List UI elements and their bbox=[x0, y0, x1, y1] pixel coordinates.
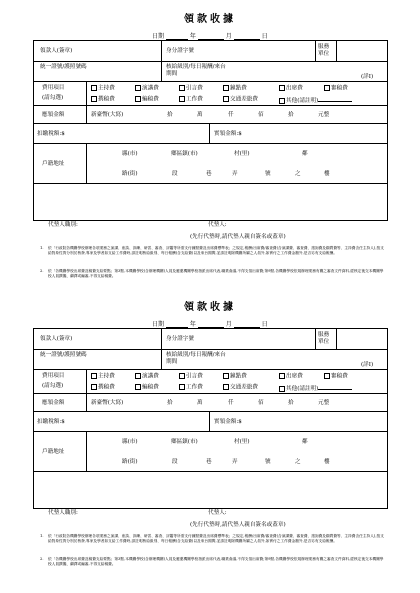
fee-option-label: 工作費 bbox=[186, 96, 203, 103]
address-unit: 樓 bbox=[324, 459, 330, 465]
checkbox-icon[interactable] bbox=[135, 373, 141, 379]
approval-label: 核給級別/每日報酬/來台期間 bbox=[166, 64, 226, 77]
net-amount-label: 實領金額:$ bbox=[214, 131, 242, 137]
fee-option-label: 鐘點費 bbox=[230, 85, 247, 92]
row-address bbox=[34, 431, 387, 472]
agent-note: (先行代墊時,請代墊人親自簽名或蓋章) bbox=[190, 522, 286, 528]
row-address bbox=[34, 143, 387, 184]
fee-item-label: 費用項目 bbox=[42, 373, 65, 379]
amount-label: 應領金額 bbox=[42, 112, 65, 118]
fee-option[interactable] bbox=[223, 96, 258, 103]
note-1-number: 1. bbox=[40, 534, 44, 538]
checkbox-icon[interactable] bbox=[135, 384, 141, 390]
row-payee bbox=[34, 41, 387, 61]
address-unit: 段 bbox=[172, 459, 178, 465]
receipt-table bbox=[33, 40, 388, 221]
agent-label: 代墊人: bbox=[208, 510, 227, 516]
amount-unit: 仟 bbox=[228, 400, 234, 406]
amount-unit: 拾 bbox=[167, 112, 173, 118]
note-2-number: 2. bbox=[40, 557, 44, 561]
address-unit: 之 bbox=[295, 171, 301, 177]
checkbox-icon[interactable] bbox=[179, 96, 185, 102]
address-unit: 村(里) bbox=[234, 439, 250, 445]
payee-name-label: 領款人(簽章) bbox=[40, 48, 73, 54]
fee-option-label: 鐘點費 bbox=[230, 373, 247, 380]
address-unit: 村(里) bbox=[234, 151, 250, 157]
address-label: 戶籍地址 bbox=[42, 161, 65, 167]
address-unit: 鄉區鎮(市) bbox=[171, 439, 198, 445]
row-fees bbox=[34, 369, 387, 394]
fee-option[interactable] bbox=[179, 373, 203, 380]
fee-option[interactable] bbox=[324, 373, 348, 380]
date-line bbox=[152, 31, 268, 40]
agent-ident-label: 代墊人職別: bbox=[48, 222, 78, 228]
checkbox-icon[interactable] bbox=[135, 96, 141, 102]
payee-name-label: 領款人(簽章) bbox=[40, 336, 73, 342]
fee-option-label: 編稿費 bbox=[142, 384, 159, 391]
amount-unit: 拾 bbox=[288, 112, 294, 118]
date-label: 日期 bbox=[152, 321, 165, 328]
agent-ident-label: 代墊人職別: bbox=[48, 510, 78, 516]
checkbox-icon[interactable] bbox=[91, 96, 97, 102]
fee-option[interactable] bbox=[223, 373, 247, 380]
fee-item-hint: (請勾選) bbox=[42, 95, 64, 101]
fee-option[interactable] bbox=[279, 384, 352, 393]
checkbox-icon[interactable] bbox=[279, 98, 285, 104]
checkbox-icon[interactable] bbox=[91, 384, 97, 390]
fee-option[interactable] bbox=[91, 384, 115, 391]
unit-label: 服務單位 bbox=[318, 332, 330, 345]
fee-option[interactable] bbox=[135, 384, 159, 391]
fee-option-label: 審稿費 bbox=[331, 85, 348, 92]
fee-option-label: 編稿費 bbox=[142, 96, 159, 103]
row-uniform bbox=[34, 61, 387, 82]
checkbox-icon[interactable] bbox=[223, 85, 229, 91]
checkbox-icon[interactable] bbox=[279, 373, 285, 379]
row-payee bbox=[34, 329, 387, 349]
unit-label: 服務單位 bbox=[318, 44, 330, 57]
month-label: 月 bbox=[225, 321, 232, 328]
tax-label: 扣繳稅額:$ bbox=[37, 419, 65, 425]
fee-option[interactable] bbox=[91, 85, 115, 92]
amount-unit: 元整 bbox=[318, 400, 330, 406]
amount-unit: 萬 bbox=[197, 400, 203, 406]
row-fees bbox=[34, 81, 387, 106]
detail-note: (詳I) bbox=[361, 362, 374, 368]
detail-note: (詳I) bbox=[361, 74, 374, 80]
address-label: 戶籍地址 bbox=[42, 449, 65, 455]
checkbox-icon[interactable] bbox=[324, 85, 330, 91]
checkbox-icon[interactable] bbox=[135, 85, 141, 91]
year-label: 年 bbox=[189, 33, 196, 40]
id-number-label: 身分證字號 bbox=[166, 336, 194, 342]
fee-option[interactable] bbox=[279, 373, 303, 380]
checkbox-icon[interactable] bbox=[279, 386, 285, 392]
address-unit: 弄 bbox=[232, 171, 238, 177]
row-agent-spacer bbox=[34, 471, 387, 511]
address-unit: 鄉區鎮(市) bbox=[171, 151, 198, 157]
note-2-number: 2. bbox=[40, 269, 44, 273]
approval-label: 核給級別/每日報酬/來台期間 bbox=[166, 352, 226, 365]
form-title: 領款收據 bbox=[184, 14, 236, 25]
address-unit: 鄰 bbox=[302, 439, 308, 445]
other-fee-blank[interactable] bbox=[318, 96, 352, 102]
row-tax bbox=[34, 411, 387, 432]
fee-option-label: 出席費 bbox=[286, 85, 303, 92]
day-label: 日 bbox=[261, 33, 268, 40]
address-unit: 號 bbox=[265, 171, 271, 177]
agent-label: 代墊人: bbox=[208, 222, 227, 228]
address-unit: 巷 bbox=[206, 459, 212, 465]
id-number-label: 身分證字號 bbox=[166, 48, 194, 54]
fee-option[interactable] bbox=[179, 96, 203, 103]
date-line bbox=[152, 319, 268, 328]
address-unit: 樓 bbox=[324, 171, 330, 177]
fee-option-label: 主持費 bbox=[98, 85, 115, 92]
fee-option[interactable] bbox=[223, 85, 247, 92]
row-agent-spacer bbox=[34, 183, 387, 223]
checkbox-icon[interactable] bbox=[179, 85, 185, 91]
checkbox-icon[interactable] bbox=[179, 373, 185, 379]
address-unit: 段 bbox=[172, 171, 178, 177]
checkbox-icon[interactable] bbox=[179, 384, 185, 390]
row-uniform bbox=[34, 349, 387, 370]
address-unit: 路(街) bbox=[122, 459, 138, 465]
fee-option[interactable] bbox=[223, 384, 258, 391]
form-title: 領款收據 bbox=[184, 302, 236, 313]
fee-option-label: 演講費 bbox=[142, 373, 159, 380]
fee-option-label: 審稿費 bbox=[331, 373, 348, 380]
checkbox-icon[interactable] bbox=[223, 384, 229, 390]
row-tax bbox=[34, 123, 387, 144]
fee-option[interactable] bbox=[279, 96, 352, 105]
fee-option-label: 出席費 bbox=[286, 373, 303, 380]
fee-item-hint: (請勾選) bbox=[42, 383, 64, 389]
address-unit: 巷 bbox=[206, 171, 212, 177]
fee-option[interactable] bbox=[135, 373, 159, 380]
notes bbox=[40, 534, 385, 574]
amount-unit: 仟 bbox=[228, 112, 234, 118]
fee-option[interactable] bbox=[135, 96, 159, 103]
fee-option[interactable] bbox=[135, 85, 159, 92]
address-unit: 路(街) bbox=[122, 171, 138, 177]
fee-option[interactable] bbox=[179, 384, 203, 391]
checkbox-icon[interactable] bbox=[91, 85, 97, 91]
uniform-number-label: 統一證號/護照號碼 bbox=[40, 352, 87, 358]
amount-label: 應領金額 bbox=[42, 400, 65, 406]
amount-unit: 拾 bbox=[167, 400, 173, 406]
note-1-text: 依「行政院各機關學校辦理各項業務之演講、座談、訓練、研習、審查、評鑑等所需支付鐘點費及出席費標準表」之規定,報酬/出席費/審查費(含演講費、審查費、諮詢費及顧問費等、主持費含任主持人),按支給對象性質分別於核發,專家及學者如支給工作費時,請註明核給級別、每日報酬(含支給費)以及來台期間,並請註明除機關所屬之人員外,如實付之工作費金額外,是否另有支給報酬。 bbox=[48, 534, 384, 543]
row-amount bbox=[34, 393, 387, 412]
checkbox-icon[interactable] bbox=[91, 373, 97, 379]
checkbox-icon[interactable] bbox=[279, 85, 285, 91]
fee-option[interactable] bbox=[179, 85, 203, 92]
address-unit: 號 bbox=[265, 459, 271, 465]
note-1-text: 依「行政院各機關學校辦理各項業務之演講、座談、訓練、研習、審查、評鑑等所需支付鐘點費及出席費標準表」之規定,報酬/出席費/審查費(含演講費、審查費、諮詢費及顧問費等、主持費含任主持人),按支給對象性質分別於核發,專家及學者如支給工作費時,請註明核給級別、每日報酬(含支給費)以及來台期間,並請註明除機關所屬之人員外,如實付之工作費金額外,是否另有支給報酬。 bbox=[48, 246, 384, 255]
day-label: 日 bbox=[261, 321, 268, 328]
tax-label: 扣繳稅額:$ bbox=[37, 131, 65, 137]
fee-option-label: 引言費 bbox=[186, 85, 203, 92]
month-label: 月 bbox=[225, 33, 232, 40]
amount-unit: 佰 bbox=[258, 400, 264, 406]
address-unit: 縣(市) bbox=[122, 439, 138, 445]
fee-option[interactable] bbox=[91, 96, 115, 103]
amount-unit: 元整 bbox=[318, 112, 330, 118]
amount-unit: 萬 bbox=[197, 112, 203, 118]
fee-option-label: 撰稿費 bbox=[98, 96, 115, 103]
fee-option-label: 其他(請註明) bbox=[286, 98, 319, 104]
address-unit: 弄 bbox=[232, 459, 238, 465]
year-label: 年 bbox=[189, 321, 196, 328]
checkbox-icon[interactable] bbox=[223, 96, 229, 102]
amount-currency: 新臺幣(大寫) bbox=[91, 400, 124, 406]
fee-option[interactable] bbox=[91, 373, 115, 380]
fee-option-label: 交通差旅費 bbox=[230, 384, 258, 391]
amount-unit: 拾 bbox=[288, 400, 294, 406]
note-2-text: 依「各機關學校出席費及稿費支給要點」第3點,本機關學校(含辦理機關)人員及應邀機關學校指派出席代表,職業會議,不得支領出席費;第9點,各機關學校依規辦理業務有關之審查文件資料,經核定後交本機關學校人員撰擬、翻譯或編審,不得支給稿費。 bbox=[48, 557, 384, 566]
fee-option-label: 主持費 bbox=[98, 373, 115, 380]
note-1-number: 1. bbox=[40, 246, 44, 250]
checkbox-icon[interactable] bbox=[223, 373, 229, 379]
address-unit: 縣(市) bbox=[122, 151, 138, 157]
fee-option[interactable] bbox=[279, 85, 303, 92]
fee-item-label: 費用項目 bbox=[42, 85, 65, 91]
fee-option-label: 引言費 bbox=[186, 373, 203, 380]
fee-option-label: 其他(請註明) bbox=[286, 386, 319, 392]
fee-option-label: 工作費 bbox=[186, 384, 203, 391]
fee-option-label: 撰稿費 bbox=[98, 384, 115, 391]
uniform-number-label: 統一證號/護照號碼 bbox=[40, 64, 87, 70]
agent-note: (先行代墊時,請代墊人親自簽名或蓋章) bbox=[190, 234, 286, 240]
date-label: 日期 bbox=[152, 33, 165, 40]
fee-option-label: 交通差旅費 bbox=[230, 96, 258, 103]
receipt-table bbox=[33, 328, 388, 509]
notes bbox=[40, 246, 385, 286]
amount-currency: 新臺幣(大寫) bbox=[91, 112, 124, 118]
other-fee-blank[interactable] bbox=[318, 384, 352, 390]
address-unit: 之 bbox=[295, 459, 301, 465]
row-amount bbox=[34, 105, 387, 124]
note-2-text: 依「各機關學校出席費及稿費支給要點」第3點,本機關學校(含辦理機關)人員及應邀機關學校指派出席代表,職業會議,不得支領出席費;第9點,各機關學校依規辦理業務有關之審查文件資料,經核定後交本機關學校人員撰擬、翻譯或編審,不得支給稿費。 bbox=[48, 269, 384, 278]
checkbox-icon[interactable] bbox=[324, 373, 330, 379]
fee-option-label: 演講費 bbox=[142, 85, 159, 92]
address-unit: 鄰 bbox=[302, 151, 308, 157]
fee-option[interactable] bbox=[324, 85, 348, 92]
net-amount-label: 實領金額:$ bbox=[214, 419, 242, 425]
amount-unit: 佰 bbox=[258, 112, 264, 118]
